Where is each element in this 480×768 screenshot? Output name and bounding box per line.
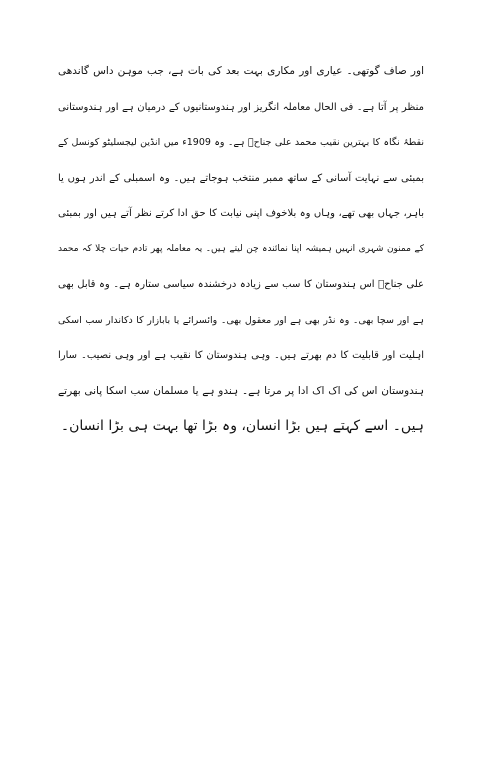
paragraph-line: کے ممنون شہری انہیں ہمیشہ اپنا نمائندہ چن لیتے ہیں۔ یہ معاملہ پھر تادم حیات چلا کہ محمد: [58, 243, 424, 254]
paragraph-line: اہلیت اور قابلیت کا دم بھرتے ہیں۔ وہی ہندوستان کا نقیب ہے اور وہی نصیب۔ سارا: [58, 350, 424, 361]
paragraph-line: نقطۂ نگاہ کا بہترین نقیب محمد علی جناحؒ ہے۔ وہ 1909ء میں انڈین لیجسلیٹو کونسل کے: [58, 137, 424, 148]
paragraph-line: اور صاف گوتھی۔ عیاری اور مکاری بہت بعد کی بات ہے، جب موہن داس گاندھی: [58, 65, 424, 77]
paragraph-line-last: ہیں۔ اسے کہتے ہیں بڑا انسان، وہ بڑا تھا بہت ہی بڑا انسان۔: [60, 418, 424, 434]
paragraph-line: منظر پر آتا ہے۔ فی الحال معاملہ انگریز اور ہندوستانیوں کے درمیان ہے اور ہندوستانی: [58, 101, 424, 113]
paragraph-line: علی جناحؒ اس ہندوستان کا سب سے زیادہ درخشندہ سیاسی ستارہ ہے۔ وہ قابل بھی: [58, 279, 424, 290]
paragraph-line: باہر، جہاں بھی تھے، وہاں وہ بلاخوف اپنی نیابت کا حق ادا کرتے نظر آتے ہیں اور بمبئی: [58, 208, 424, 219]
paragraph-line: ہندوستان اس کی اک اک ادا پر مرتا ہے۔ ہندو ہے یا مسلمان سب اسکا پانی بھرتے: [58, 384, 424, 397]
paragraph-line: بمبئی سے نہایت آسانی کے ساتھ ممبر منتخب ہوجاتے ہیں۔ وہ اسمبلی کے اندر ہوں یا: [58, 172, 424, 184]
paragraph-line: ہے اور سچا بھی۔ وہ نڈر بھی ہے اور معقول بھی۔ وائسرائے یا بابازار کا دکاندار سب اسکی: [58, 314, 424, 326]
urdu-paragraph: [58, 54, 424, 445]
